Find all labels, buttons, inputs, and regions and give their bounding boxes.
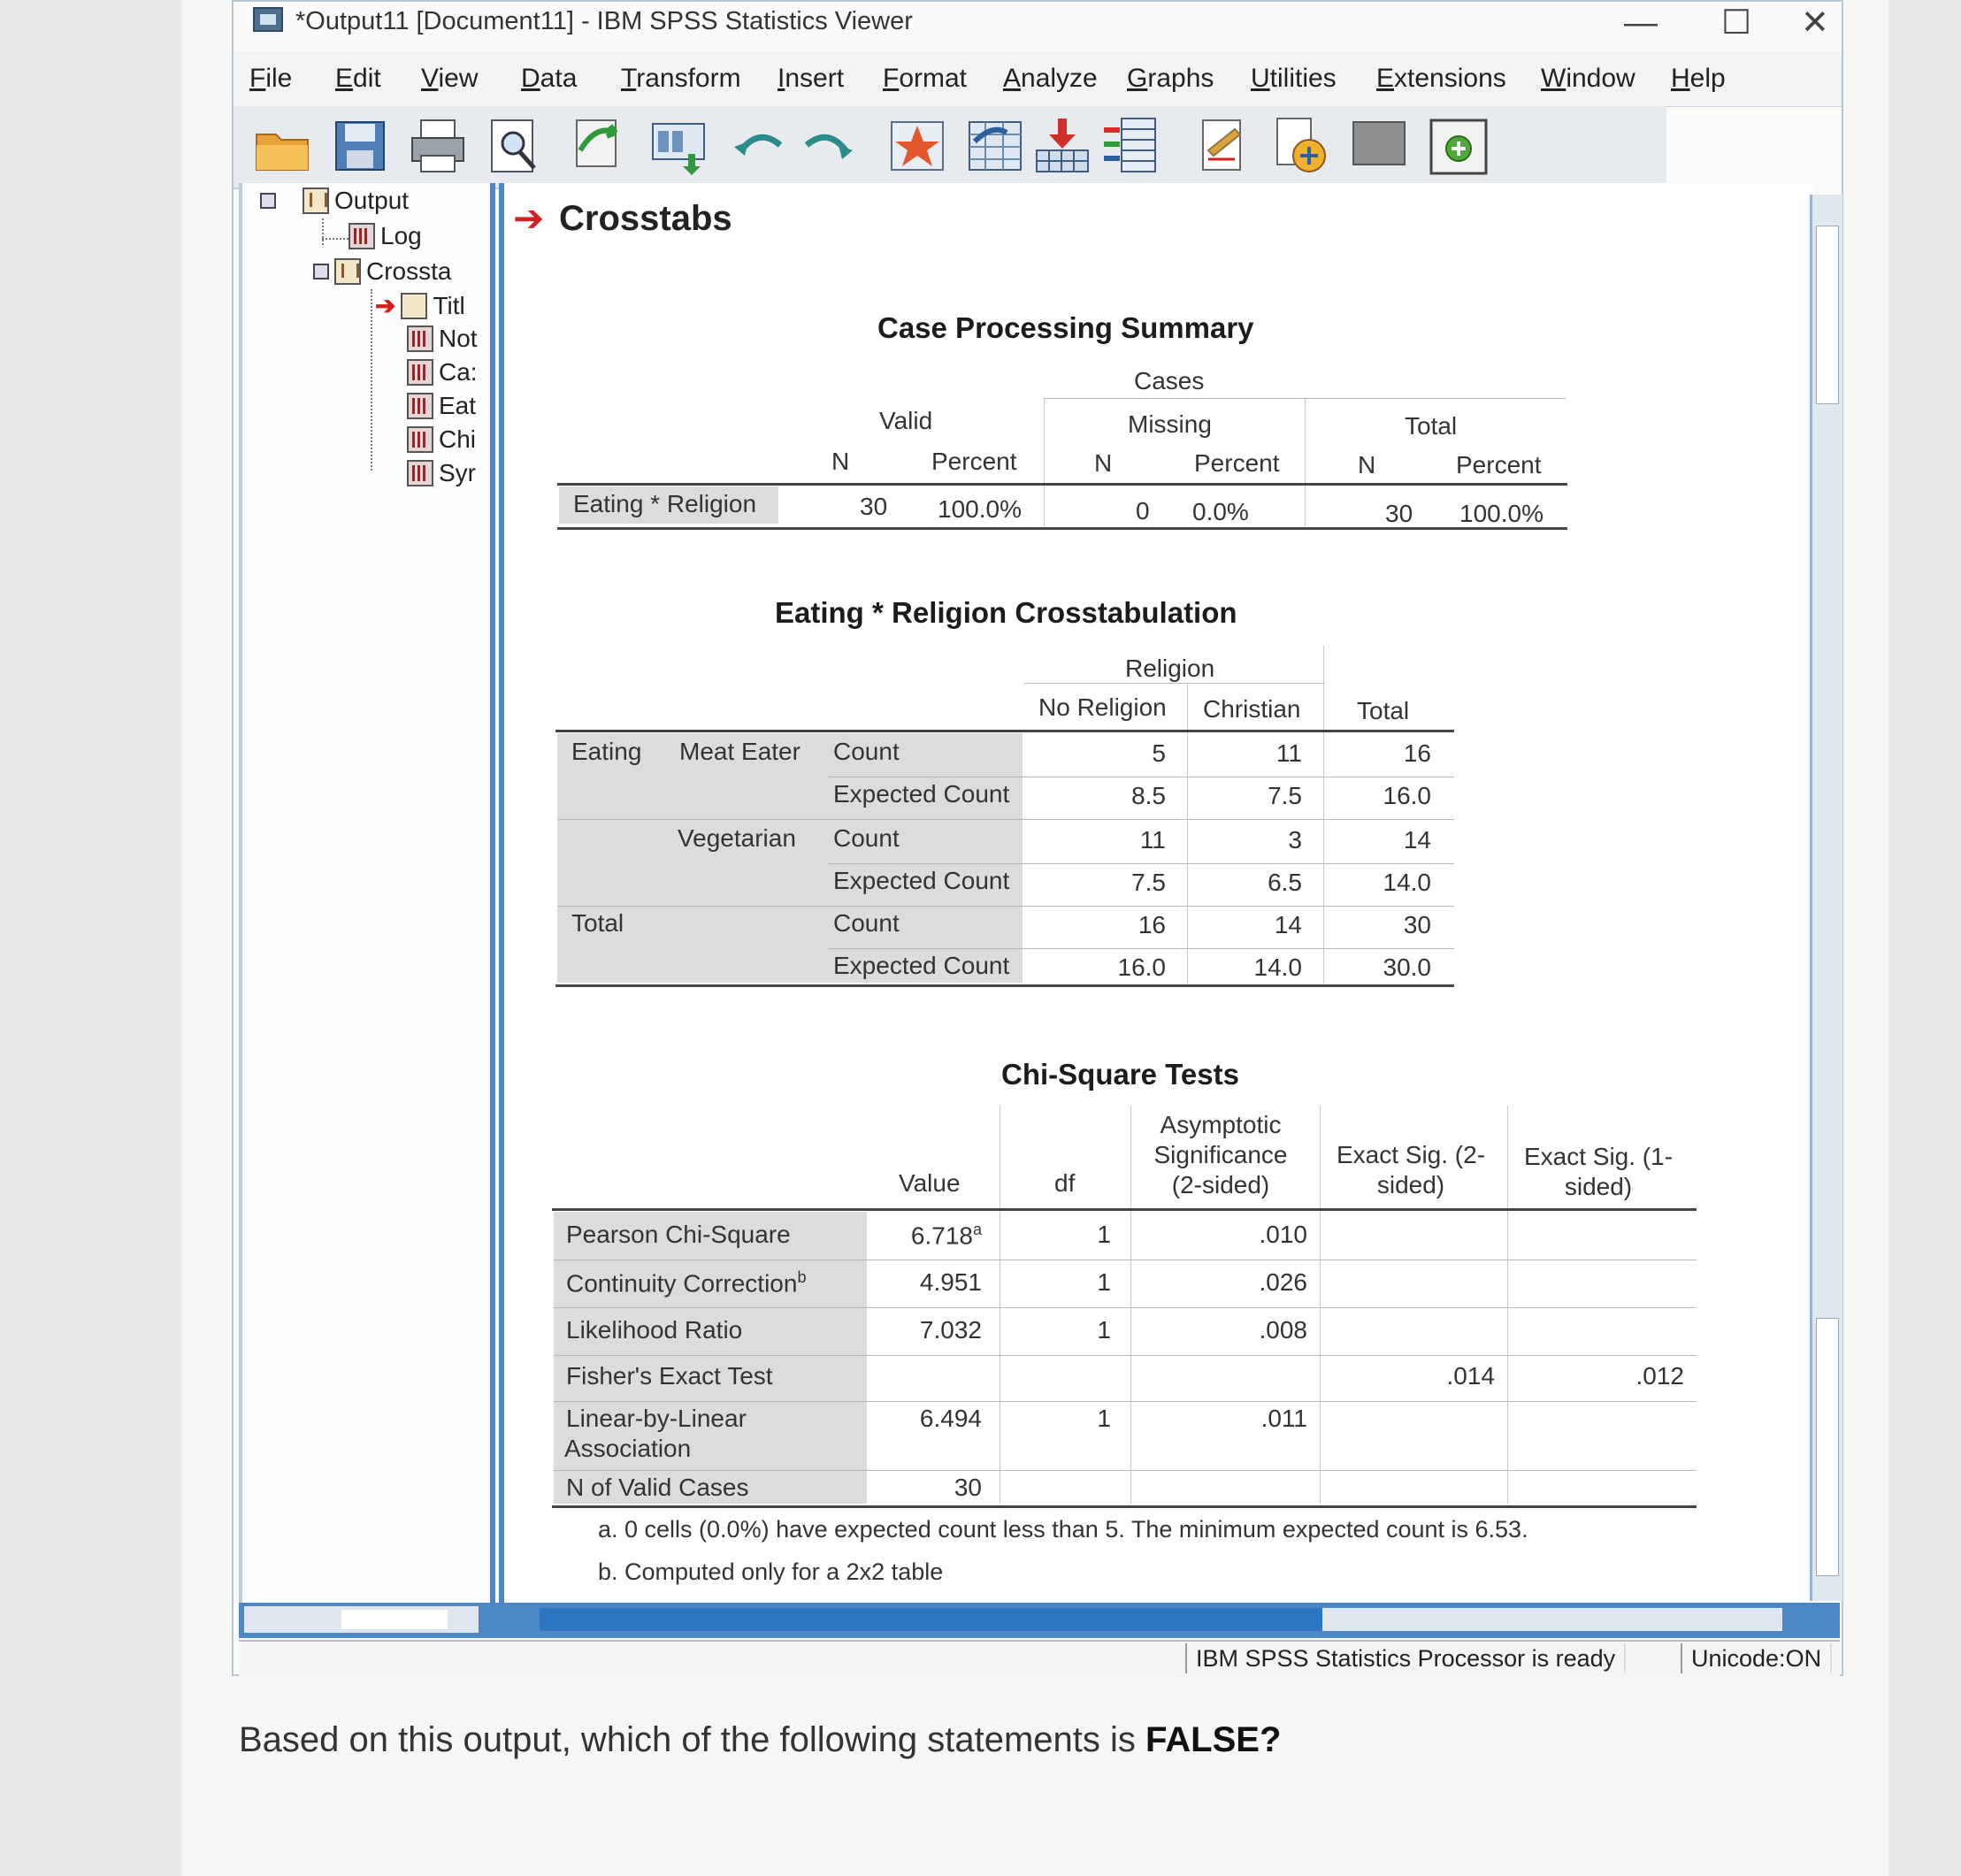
outline-child-case-summary[interactable]	[407, 358, 478, 387]
designate-window-icon[interactable]	[1350, 115, 1408, 177]
chisq-value-text: .010	[1259, 1221, 1307, 1248]
total-header: Total	[1405, 412, 1458, 440]
asymp-header-line: (2-sided)	[1171, 1171, 1270, 1198]
row-rule	[828, 948, 1454, 949]
chisq-value-text: 30	[954, 1474, 982, 1501]
row-header-shade	[557, 733, 1023, 983]
table-item-icon	[407, 359, 433, 386]
collapse-icon[interactable]	[260, 193, 276, 209]
export-icon[interactable]	[568, 115, 626, 177]
menu-window[interactable]: Window	[1541, 64, 1635, 93]
subheader-percent: Percent	[931, 448, 1017, 475]
close-button[interactable]: ✕	[1801, 4, 1829, 42]
stat-label: Expected Count	[833, 867, 1010, 894]
crosstabs-heading[interactable]: Crosstabs	[559, 199, 732, 238]
outline-child-chisq[interactable]	[407, 425, 476, 454]
outline-root-label: Output	[334, 187, 410, 214]
chisq-df-cell	[987, 1268, 1111, 1297]
crosstab-cell: 14	[1274, 911, 1302, 938]
chisq-title: Chi-Square Tests	[1001, 1058, 1239, 1091]
row-total-label: Total	[571, 909, 624, 937]
missing-percent: 0.0%	[1192, 498, 1249, 525]
stat-label: Count	[833, 909, 900, 937]
chisq-asymp-cell	[1183, 1405, 1307, 1433]
horizontal-scrollbars	[239, 1603, 1840, 1638]
exact1-header-line: sided)	[1564, 1173, 1633, 1200]
stat-label: Expected Count	[833, 780, 1010, 808]
missing-header: Missing	[1128, 410, 1212, 438]
scroll-thumb[interactable]	[341, 1610, 448, 1629]
outline-root[interactable]	[260, 187, 409, 215]
outline-log[interactable]	[349, 222, 422, 250]
row-group-meat-eater: Meat Eater	[679, 738, 800, 765]
footnote-marker: b	[797, 1268, 807, 1286]
insert-variable-icon[interactable]	[1033, 115, 1092, 177]
exact2-header-line: Exact Sig. (2-	[1336, 1141, 1486, 1168]
footnote-b: b. Computed only for a 2x2 table	[598, 1558, 944, 1585]
valid-n: 30	[860, 493, 888, 520]
chisq-value-text: 1	[1097, 1221, 1111, 1248]
asymp-header-line: Asymptotic	[1160, 1111, 1282, 1138]
crosstab-cell: 30.0	[1383, 953, 1431, 981]
subheader-n: N	[831, 448, 850, 475]
outline-child-crosstab[interactable]	[407, 392, 476, 420]
current-item-arrow-icon: ➔	[375, 292, 396, 319]
chisq-asymp-cell	[1183, 1221, 1307, 1249]
outline-pane	[239, 183, 495, 1603]
stat-label: Expected Count	[833, 952, 1010, 979]
chisq-df-cell	[987, 1405, 1111, 1433]
col-divider	[1305, 398, 1306, 526]
window-title: *Output11 [Document11] - IBM SPSS Statistics Viewer	[295, 7, 913, 35]
table-rule	[552, 1208, 1697, 1211]
chisq-exact2-cell	[1371, 1362, 1495, 1390]
toolbar	[234, 106, 1666, 189]
stat-label: Count	[833, 824, 900, 852]
chisq-label-text: Fisher's Exact Test	[566, 1362, 773, 1390]
output-book-icon	[303, 188, 329, 214]
chisq-asymp-cell	[1183, 1316, 1307, 1344]
outline-log-label: Log	[380, 222, 422, 249]
scroll-track[interactable]	[1322, 1608, 1782, 1631]
outline-crosstabs[interactable]	[313, 257, 451, 286]
religion-header: Religion	[1125, 655, 1215, 682]
case-summary-title: Case Processing Summary	[877, 311, 1254, 344]
open-folder-icon[interactable]	[253, 115, 311, 177]
print-preview-icon[interactable]	[486, 115, 545, 177]
scroll-thumb[interactable]	[1816, 226, 1839, 404]
redo-icon[interactable]	[800, 115, 858, 177]
goto-case-icon[interactable]	[966, 115, 1024, 177]
spss-app-icon	[253, 7, 283, 32]
missing-n: 0	[1136, 497, 1150, 525]
crosstabs-book-icon	[334, 258, 361, 285]
print-icon[interactable]	[409, 115, 467, 177]
footnote-marker: a	[972, 1221, 982, 1238]
log-icon	[349, 223, 375, 249]
title-bar	[234, 2, 1842, 50]
save-icon[interactable]	[331, 115, 389, 177]
row-rule	[557, 906, 1454, 907]
chisq-row-label	[566, 1474, 748, 1502]
crosstab-cell: 30	[1403, 911, 1431, 938]
add-icon[interactable]	[1429, 115, 1488, 177]
stat-label: Count	[833, 738, 900, 765]
menu-insert[interactable]: Insert	[778, 64, 845, 93]
value-header: Value	[899, 1169, 961, 1197]
minimize-button[interactable]: —	[1624, 4, 1658, 42]
valid-percent: 100.0%	[938, 495, 1022, 523]
df-header: df	[1054, 1169, 1076, 1197]
valid-header: Valid	[879, 407, 933, 434]
table-rule	[552, 1505, 1697, 1508]
menu-bar	[234, 51, 1842, 107]
chisq-value-text: 1	[1097, 1316, 1111, 1344]
tree-connector	[322, 238, 349, 240]
menu-data[interactable]: Data	[521, 64, 578, 93]
crosstab-cell: 3	[1288, 826, 1302, 854]
goto-data-icon[interactable]	[888, 115, 946, 177]
table-item-icon	[407, 460, 433, 486]
col-divider	[1044, 398, 1045, 526]
outline-child-label: Chi	[439, 425, 477, 453]
split-file-icon[interactable]	[1100, 115, 1159, 177]
chisq-label-text: Continuity Correction	[566, 1269, 798, 1298]
notes-item-icon	[407, 325, 433, 352]
crosstab-cell: 5	[1152, 739, 1166, 767]
undo-icon[interactable]	[729, 115, 787, 177]
chisq-row-label	[566, 1268, 806, 1298]
exact2-header-line: sided)	[1376, 1171, 1445, 1198]
chisq-row-label	[566, 1316, 742, 1344]
maximize-button[interactable]: ☐	[1721, 4, 1752, 42]
selected-heading-arrow-icon: ➔	[513, 197, 545, 239]
table-item-icon	[407, 426, 433, 453]
crosstab-cell: 6.5	[1268, 869, 1302, 896]
outline-child-label: Eat	[439, 392, 477, 419]
outline-child-label: Titl	[433, 291, 465, 319]
chisq-value-text: .008	[1259, 1316, 1307, 1344]
crosstab-cell: 16	[1403, 739, 1431, 767]
crosstab-cell: 11	[1139, 826, 1166, 854]
insert-heading-icon[interactable]	[1194, 115, 1252, 177]
title-item-icon	[401, 293, 427, 319]
chisq-row-label	[566, 1362, 773, 1390]
recall-dialog-icon[interactable]	[649, 115, 708, 177]
outline-child-symmetric[interactable]	[407, 459, 476, 487]
chisq-row-label-line2: Association	[564, 1435, 692, 1462]
row-label: Eating * Religion	[573, 490, 757, 517]
row-rule	[554, 1470, 1697, 1471]
subheader-n: N	[1358, 451, 1376, 479]
outline-child-label: Syr	[439, 459, 476, 486]
chisq-row-label	[566, 1405, 747, 1433]
row-rule	[554, 1355, 1697, 1356]
collapse-icon[interactable]	[313, 264, 329, 279]
cases-header: Cases	[1134, 367, 1205, 394]
table-rule	[555, 984, 1454, 987]
col-divider	[1130, 1106, 1131, 1504]
total-n: 30	[1385, 500, 1413, 527]
menu-file[interactable]: File	[249, 64, 293, 93]
chisq-df-cell	[987, 1221, 1111, 1249]
table-rule	[557, 527, 1567, 530]
header-rule	[1024, 683, 1325, 684]
row-rule	[554, 1401, 1697, 1402]
chisq-label-text: N of Valid Cases	[566, 1474, 749, 1501]
menu-help[interactable]: Help	[1671, 64, 1726, 93]
asymp-header-line: Significance	[1153, 1141, 1288, 1168]
row-rule	[554, 1307, 1697, 1308]
chisq-value-cell	[858, 1405, 982, 1433]
vertical-scrollbar[interactable]	[1810, 195, 1842, 1601]
row-rule	[828, 863, 1454, 864]
insert-text-icon[interactable]	[1270, 115, 1329, 177]
col-divider	[1187, 683, 1188, 984]
col-total: Total	[1357, 697, 1410, 724]
status-bar	[239, 1640, 1840, 1677]
col-christian: Christian	[1203, 695, 1301, 723]
question-text	[239, 1720, 1281, 1760]
table-rule	[557, 483, 1567, 486]
tree-connector	[322, 218, 324, 245]
table-item-icon	[407, 393, 433, 419]
chisq-exact1-cell	[1560, 1362, 1684, 1390]
menu-analyze[interactable]: Analyze	[1003, 64, 1098, 93]
chisq-value-text: 4.951	[919, 1268, 982, 1296]
scroll-track-lower[interactable]	[1816, 1318, 1839, 1576]
chisq-value-text: 1	[1097, 1405, 1111, 1432]
footnote-a: a. 0 cells (0.0%) have expected count less than 5. The minimum expected count is 6.53.	[598, 1516, 1528, 1543]
crosstab-cell: 16.0	[1117, 953, 1166, 981]
processor-status: IBM SPSS Statistics Processor is ready	[1185, 1643, 1626, 1673]
exact1-header-line: Exact Sig. (1-	[1523, 1143, 1674, 1170]
subheader-n: N	[1094, 449, 1113, 477]
outline-child-title[interactable]	[375, 291, 465, 320]
menu-graphs[interactable]: Graphs	[1127, 64, 1214, 93]
col-divider	[1507, 1106, 1508, 1504]
outline-child-label: Not	[439, 325, 478, 352]
crosstab-cell: 16.0	[1383, 782, 1431, 809]
crosstab-title: Eating * Religion Crosstabulation	[775, 596, 1237, 629]
chisq-value-text: .012	[1635, 1362, 1684, 1390]
row-var-eating: Eating	[571, 738, 642, 765]
chisq-label-text: Likelihood Ratio	[566, 1316, 743, 1344]
table-rule	[555, 730, 1454, 732]
total-percent: 100.0%	[1459, 500, 1544, 527]
crosstab-cell: 7.5	[1131, 869, 1166, 896]
crosstab-cell: 11	[1275, 739, 1302, 767]
subheader-percent: Percent	[1194, 449, 1280, 477]
chisq-value-cell	[858, 1221, 982, 1250]
subheader-percent: Percent	[1456, 451, 1542, 479]
unicode-status: Unicode:ON	[1681, 1643, 1832, 1673]
menu-extensions[interactable]: Extensions	[1376, 64, 1506, 93]
tree-connector	[371, 289, 372, 471]
menu-transform[interactable]: Transform	[621, 64, 741, 93]
crosstab-cell: 14.0	[1383, 869, 1431, 896]
col-divider	[1320, 1106, 1321, 1504]
crosstab-cell: 14.0	[1253, 953, 1302, 981]
chisq-value-cell	[858, 1316, 982, 1344]
chisq-value-text: 7.032	[919, 1316, 982, 1344]
menu-view[interactable]: View	[421, 64, 479, 93]
crosstab-cell: 7.5	[1268, 782, 1302, 809]
menu-edit[interactable]: Edit	[335, 64, 381, 93]
question-prefix: Based on this output, which of the following statements is	[239, 1720, 1146, 1759]
chisq-label-text: Linear-by-Linear	[566, 1405, 747, 1432]
chisq-row-label	[566, 1221, 791, 1249]
chisq-value-text: .011	[1260, 1405, 1307, 1432]
crosstab-cell: 8.5	[1131, 782, 1166, 809]
row-group-vegetarian: Vegetarian	[678, 824, 796, 852]
menu-utilities[interactable]: Utilities	[1251, 64, 1337, 93]
question-emphasis: FALSE?	[1145, 1720, 1282, 1759]
chisq-value-text: .026	[1259, 1268, 1307, 1296]
chisq-value-text: 1	[1097, 1268, 1111, 1296]
chisq-value-text: .014	[1446, 1362, 1495, 1390]
chisq-value-cell	[858, 1268, 982, 1297]
menu-format[interactable]: Format	[883, 64, 968, 93]
chisq-df-cell	[987, 1316, 1111, 1344]
chisq-value-text: 6.494	[919, 1405, 982, 1432]
outline-child-notes[interactable]	[407, 325, 478, 353]
col-divider	[1323, 646, 1324, 984]
outline-horizontal-scrollbar[interactable]	[244, 1606, 479, 1633]
outline-child-label: Ca:	[439, 358, 478, 386]
outline-crosstabs-label: Crossta	[366, 257, 452, 285]
chisq-value-text: 6.718	[910, 1221, 973, 1250]
crosstab-cell: 16	[1138, 911, 1166, 938]
chisq-asymp-cell	[1183, 1268, 1307, 1297]
row-rule	[557, 819, 1454, 820]
chisq-value-cell	[858, 1474, 982, 1502]
col-no-religion: No Religion	[1038, 693, 1167, 721]
crosstab-cell: 14	[1403, 826, 1431, 854]
chisq-label-text: Pearson Chi-Square	[566, 1221, 791, 1248]
